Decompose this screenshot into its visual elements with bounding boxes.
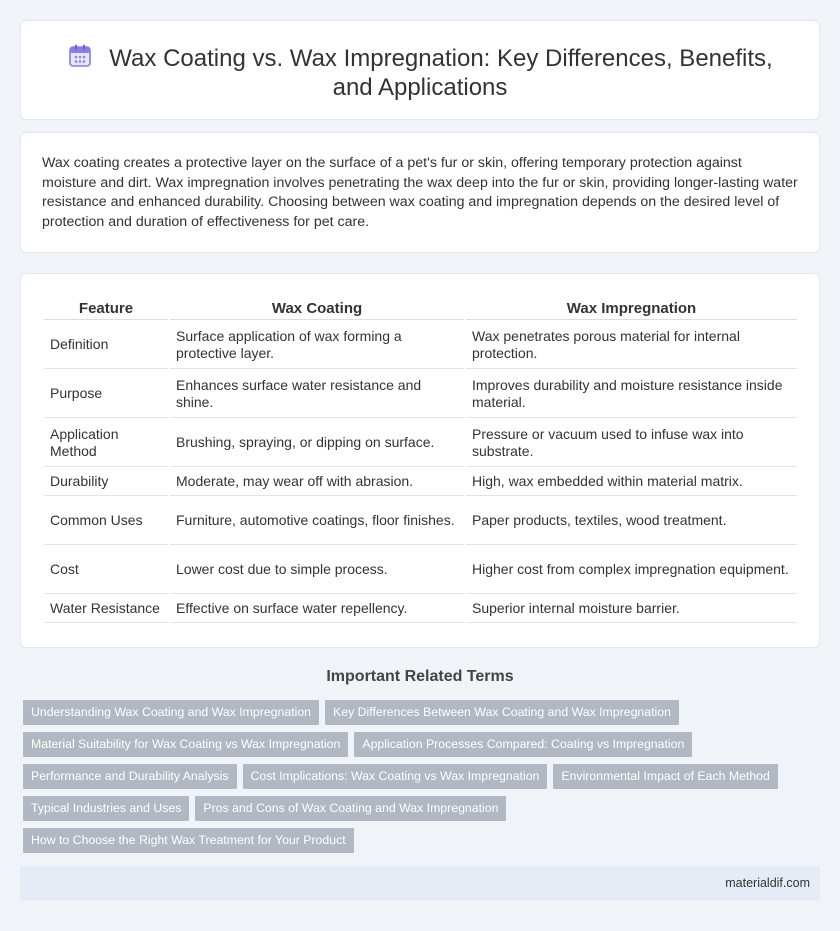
table-row [44,371,797,418]
related-terms-title: Important Related Terms [326,668,514,685]
related-tag[interactable]: Performance and Durability Analysis [23,764,237,789]
row-wax-coating: Lower cost due to simple process. [170,547,464,594]
header-feature: Feature [44,298,168,320]
row-wax-impregnation: Pressure or vacuum used to infuse wax into substrate. [466,420,797,467]
tag-row [23,796,803,828]
header-wax-impregnation: Wax Impregnation [466,298,797,320]
table-row [44,322,797,369]
row-wax-coating: Enhances surface water resistance and shine. [170,371,464,418]
row-feature: Definition [44,322,168,369]
row-wax-impregnation: Superior internal moisture barrier. [466,596,797,623]
related-tag[interactable]: Material Suitability for Wax Coating vs Wax Impregnation [23,732,348,757]
tag-row [23,828,803,860]
footer [20,866,820,901]
table-row [44,596,797,623]
related-tag[interactable]: Key Differences Between Wax Coating and Wax Impregnation [325,700,679,725]
related-tag[interactable]: Pros and Cons of Wax Coating and Wax Impregnation [195,796,506,821]
row-feature: Common Uses [44,498,168,545]
tag-row [23,732,803,764]
row-wax-coating: Effective on surface water repellency. [170,596,464,623]
title-wrap [51,43,789,102]
row-feature: Durability [44,469,168,496]
header-wax-coating: Wax Coating [170,298,464,320]
row-wax-impregnation: Higher cost from complex impregnation equipment. [466,547,797,594]
row-wax-coating: Surface application of wax forming a protective layer. [170,322,464,369]
related-tag[interactable]: Cost Implications: Wax Coating vs Wax Impregnation [243,764,548,789]
row-wax-impregnation: Improves durability and moisture resistance inside material. [466,371,797,418]
page-title: Wax Coating vs. Wax Impregnation: Key Differences, Benefits, and Applications [109,45,773,101]
table-header-row [44,298,797,320]
intro-paragraph: Wax coating creates a protective layer on the surface of a pet's fur or skin, offering temporary protection against moisture and dirt. Wax impregnation involves penetrating the wax deep into the fur or skin, providing longer-lasting water resistance and enhanced durability. Choosing between wax coating and impregnation depends on the desired level of protection and duration of effectiveness for pet care. [42,155,798,230]
row-wax-coating: Moderate, may wear off with abrasion. [170,469,464,496]
related-terms-tags [23,700,803,860]
related-tag[interactable]: Application Processes Compared: Coating vs Impregnation [354,732,692,757]
related-tag[interactable]: Environmental Impact of Each Method [553,764,777,789]
table-row [44,547,797,594]
footer-site-name[interactable]: materialdif.com [725,876,810,890]
row-wax-impregnation: Paper products, textiles, wood treatment. [466,498,797,545]
related-tag[interactable]: Understanding Wax Coating and Wax Impregnation [23,700,319,725]
row-wax-coating: Furniture, automotive coatings, floor finishes. [170,498,464,545]
intro-card [20,132,820,253]
table-row [44,498,797,545]
row-feature: Application Method [44,420,168,467]
row-feature: Purpose [44,371,168,418]
tag-row [23,764,803,796]
related-tag[interactable]: Typical Industries and Uses [23,796,189,821]
row-wax-impregnation: Wax penetrates porous material for internal protection. [466,322,797,369]
calendar-icon [67,43,93,69]
table-row [44,420,797,467]
tag-row [23,700,803,732]
comparison-table [42,296,799,625]
row-feature: Cost [44,547,168,594]
header-card [20,20,820,120]
row-feature: Water Resistance [44,596,168,623]
row-wax-coating: Brushing, spraying, or dipping on surface. [170,420,464,467]
related-tag[interactable]: How to Choose the Right Wax Treatment for Your Product [23,828,354,853]
row-wax-impregnation: High, wax embedded within material matrix. [466,469,797,496]
table-row [44,469,797,496]
comparison-table-card [20,273,820,648]
